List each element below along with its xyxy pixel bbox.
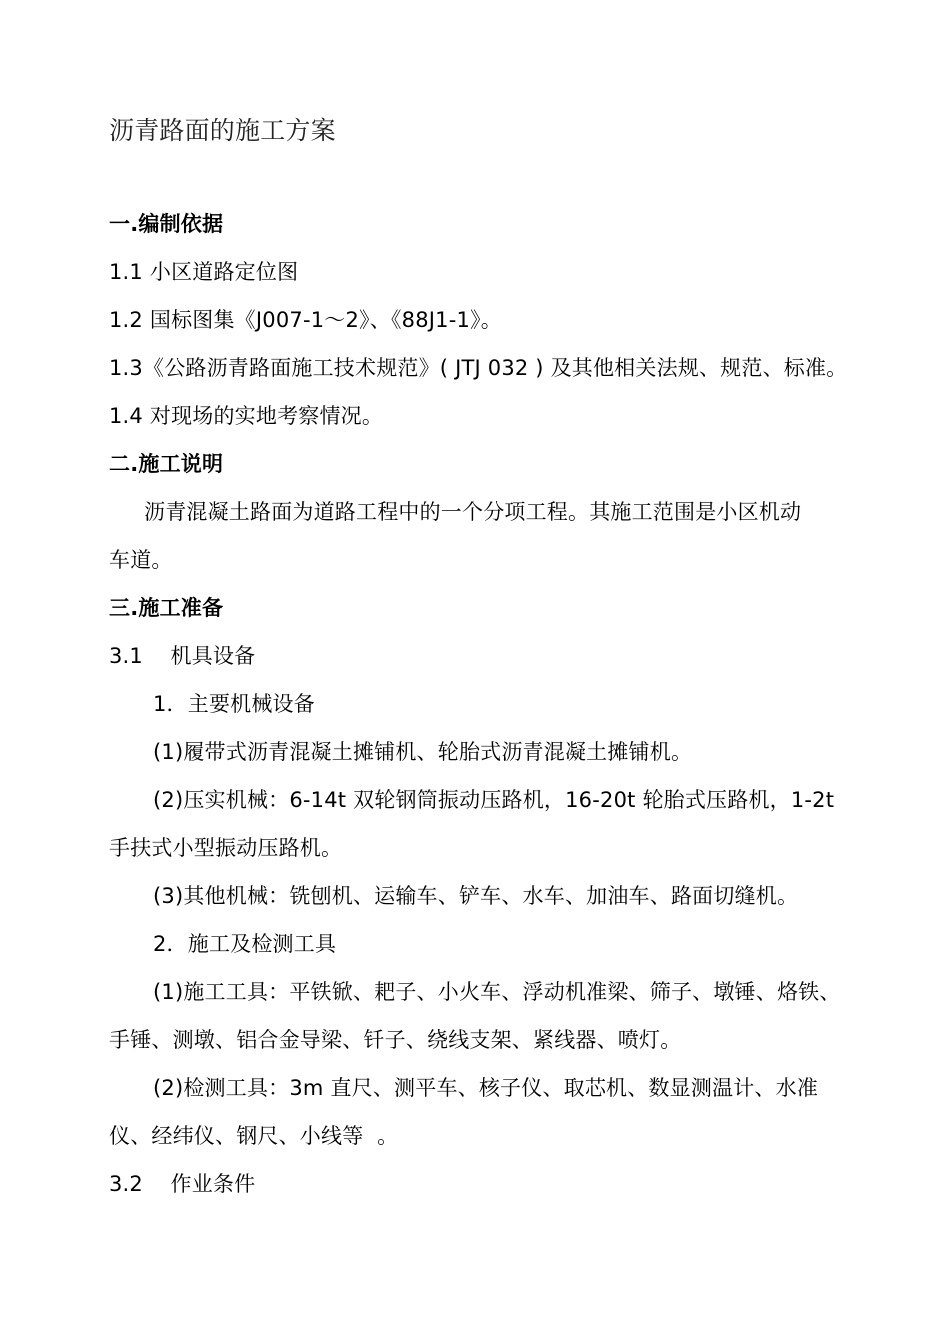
tool-item-1-line-1: (1)施工工具：平铁锨、耙子、小火车、浮动机准梁、筛子、墩锤、烙铁、 bbox=[153, 980, 841, 1004]
section-heading-description: 二.施工说明 bbox=[109, 452, 224, 476]
tool-item-2-line-1: (2)检测工具：3m 直尺、测平车、核子仪、取芯机、数显测温计、水准 bbox=[153, 1076, 819, 1100]
section-heading-preparation: 三.施工准备 bbox=[109, 596, 224, 620]
basis-item-3: 1.3《公路沥青路面施工技术规范》( JTJ 032 ) 及其他相关法规、规范、标准。 bbox=[109, 356, 848, 380]
subsection-equipment: 3.1 机具设备 bbox=[109, 644, 256, 668]
equipment-tools: 2．施工及检测工具 bbox=[153, 932, 337, 956]
document-title: 沥青路面的施工方案 bbox=[109, 116, 336, 145]
machine-item-1: (1)履带式沥青混凝土摊铺机、轮胎式沥青混凝土摊铺机。 bbox=[153, 740, 693, 764]
basis-item-2: 1.2 国标图集《J007-1～2》、《88J1-1》。 bbox=[109, 308, 502, 332]
description-paragraph-line-2: 车道。 bbox=[109, 548, 173, 572]
equipment-main-machines: 1．主要机械设备 bbox=[153, 692, 315, 716]
description-paragraph-line-1: 沥青混凝土路面为道路工程中的一个分项工程。其施工范围是小区机动 bbox=[144, 500, 802, 524]
machine-item-2-line-2: 手扶式小型振动压路机。 bbox=[109, 836, 343, 860]
tool-item-1-line-2: 手锤、测墩、铝合金导梁、钎子、绕线支架、紧线器、喷灯。 bbox=[109, 1028, 682, 1052]
subsection-work-conditions: 3.2 作业条件 bbox=[109, 1172, 256, 1196]
section-heading-basis: 一.编制依据 bbox=[109, 212, 224, 236]
basis-item-4: 1.4 对现场的实地考察情况。 bbox=[109, 404, 384, 428]
basis-item-1: 1.1 小区道路定位图 bbox=[109, 260, 299, 284]
machine-item-2-line-1: (2)压实机械：6-14t 双轮钢筒振动压路机，16-20t 轮胎式压路机，1-2t bbox=[153, 788, 835, 812]
tool-item-2-line-2: 仪、经纬仪、钢尺、小线等 。 bbox=[109, 1124, 399, 1148]
machine-item-3: (3)其他机械：铣刨机、运输车、铲车、水车、加油车、路面切缝机。 bbox=[153, 884, 799, 908]
